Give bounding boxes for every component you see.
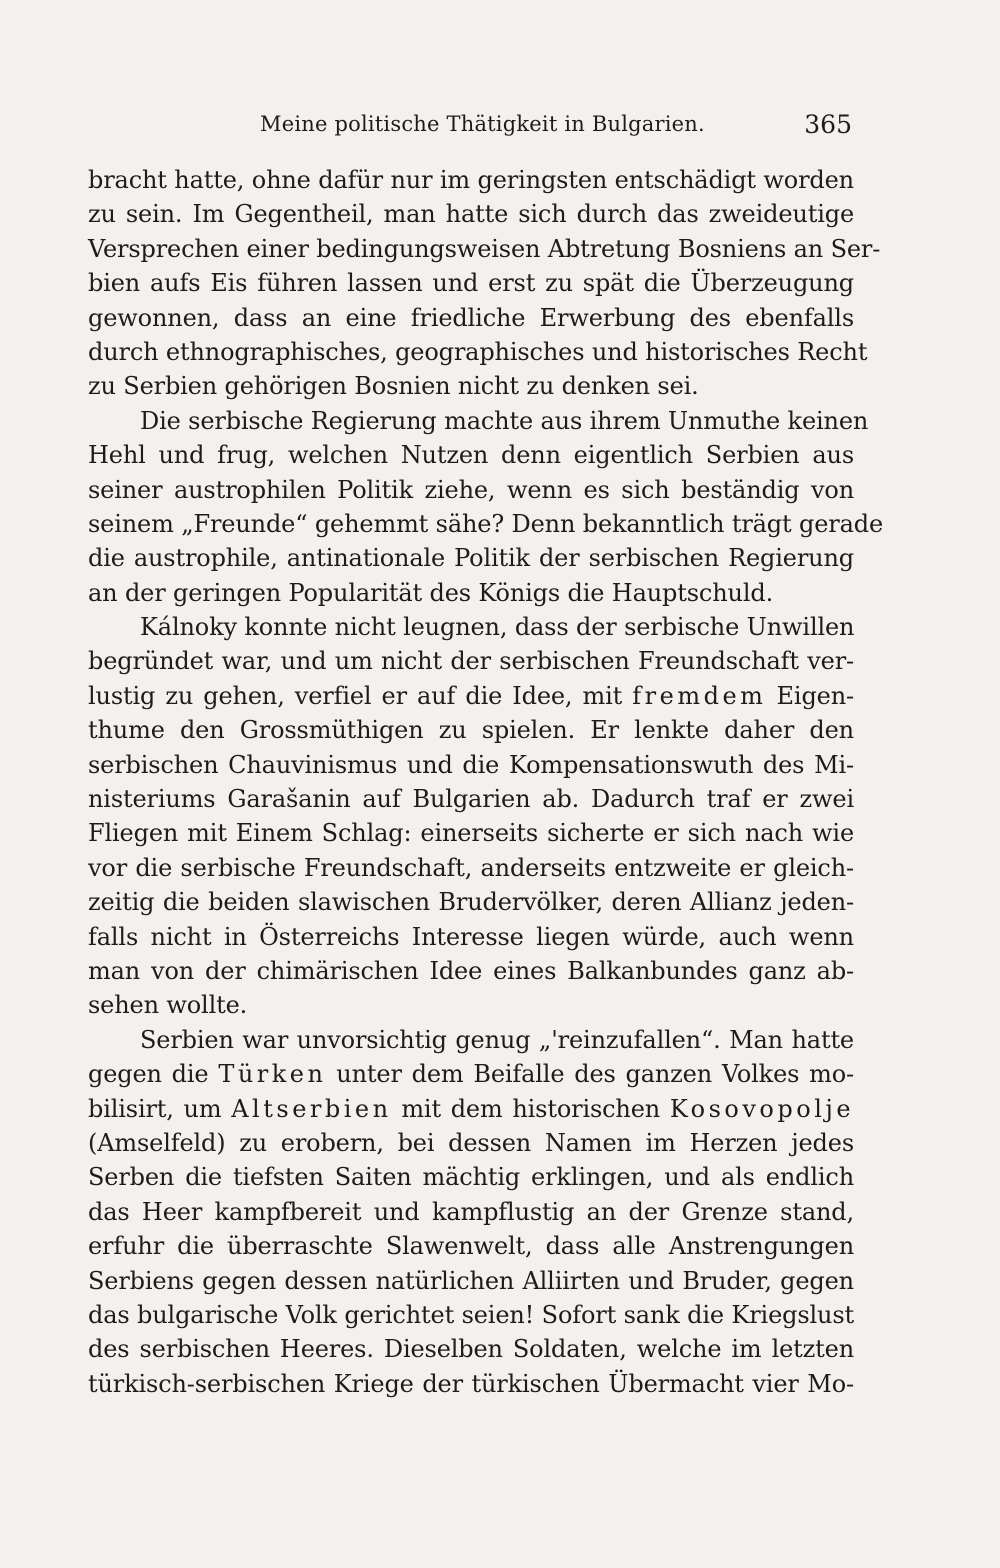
text-line: sehen wollte.: [88, 991, 248, 1020]
text-line: (Amselfeld) zu erobern, bei dessen Namen im Herzen jedes: [88, 1128, 854, 1157]
text-fragment: gegen die: [88, 1060, 219, 1089]
text-line: begründet war, und um nicht der serbischen Freundschaft ver-: [88, 647, 854, 676]
text-line: des serbischen Heeres. Dieselben Soldaten, welche im letzten: [88, 1335, 854, 1364]
text-line: man von der chimärischen Idee eines Balkanbundes ganz ab-: [88, 956, 854, 985]
text-line: nisteriums Garašanin auf Bulgarien ab. Dadurch traf er zwei: [88, 785, 854, 814]
body-text: [88, 163, 884, 1401]
text-line: falls nicht in Österreichs Interesse liegen würde, auch wenn: [88, 922, 854, 951]
text-line: [88, 1057, 854, 1091]
text-line: gewonnen, dass an eine friedliche Erwerbung des ebenfalls: [88, 303, 854, 332]
text-line: durch ethnographisches, geographisches und historisches Recht: [88, 337, 868, 366]
text-fragment: lustig zu gehen, verfiel er auf die Idee, mit: [88, 681, 633, 710]
spaced-emphasis: Türken: [218, 1060, 327, 1089]
spaced-emphasis: fremdem: [632, 681, 767, 710]
text-line: [88, 1092, 854, 1126]
text-line: Serben die tiefsten Saiten mächtig erklingen, und als endlich: [88, 1163, 854, 1192]
text-fragment: Eigen-: [766, 681, 854, 710]
text-fragment: bilisirt, um: [88, 1094, 232, 1123]
text-line: Die serbische Regierung machte aus ihrem Unmuthe keinen: [140, 406, 869, 435]
text-line: serbischen Chauvinismus und die Kompensationswuth des Mi-: [88, 750, 854, 779]
text-line: Serbien war unvorsichtig genug „'reinzufallen“. Man hatte: [140, 1025, 854, 1054]
text-line: das Heer kampfbereit und kampflustig an der Grenze stand,: [88, 1197, 854, 1226]
text-line: zu Serbien gehörigen Bosnien nicht zu denken sei.: [88, 372, 699, 401]
text-line: vor die serbische Freundschaft, anderseits entzweite er gleich-: [88, 853, 854, 882]
text-line: Fliegen mit Einem Schlag: einerseits sicherte er sich nach wie: [88, 819, 854, 848]
running-head: [88, 108, 856, 148]
spaced-emphasis: Kosovopolje: [669, 1094, 855, 1123]
text-line: die austrophile, antinationale Politik der serbischen Regierung: [88, 544, 854, 573]
text-line: Hehl und frug, welchen Nutzen denn eigentlich Serbien aus: [88, 441, 854, 470]
text-line: seiner austrophilen Politik ziehe, wenn es sich beständig von: [88, 475, 854, 504]
text-line: Versprechen einer bedingungsweisen Abtretung Bosniens an Ser-: [88, 234, 881, 263]
text-line: zu sein. Im Gegentheil, man hatte sich durch das zweideutige: [88, 200, 854, 229]
text-line: Kálnoky konnte nicht leugnen, dass der serbische Unwillen: [140, 613, 855, 642]
text-line: türkisch-serbischen Kriege der türkischen Übermacht vier Mo-: [88, 1369, 854, 1398]
text-line: thume den Grossmüthigen zu spielen. Er lenkte daher den: [88, 716, 854, 745]
text-line: das bulgarische Volk gerichtet seien! Sofort sank die Kriegslust: [88, 1300, 854, 1329]
page-number: 365: [804, 110, 852, 139]
text-line: [88, 679, 854, 713]
spaced-emphasis: Altserbien: [231, 1094, 392, 1123]
text-line: zeitig die beiden slawischen Brudervölker, deren Allianz jeden-: [88, 888, 854, 917]
text-line: bien aufs Eis führen lassen und erst zu spät die Überzeugung: [88, 269, 854, 298]
text-line: erfuhr die überraschte Slawenwelt, dass alle Anstrengungen: [88, 1232, 854, 1261]
text-fragment: mit dem historischen: [391, 1094, 670, 1123]
text-fragment: unter dem Beifalle des ganzen Volkes mo-: [326, 1060, 854, 1089]
running-title: Meine politische Thätigkeit in Bulgarien.: [260, 112, 705, 136]
text-line: bracht hatte, ohne dafür nur im geringsten entschädigt worden: [88, 166, 854, 194]
text-line: seinem „Freunde“ gehemmt sähe? Denn bekanntlich trägt gerade: [88, 509, 884, 538]
text-line: an der geringen Popularität des Königs die Hauptschuld.: [88, 578, 774, 607]
text-line: Serbiens gegen dessen natürlichen Alliirten und Bruder, gegen: [88, 1266, 854, 1295]
